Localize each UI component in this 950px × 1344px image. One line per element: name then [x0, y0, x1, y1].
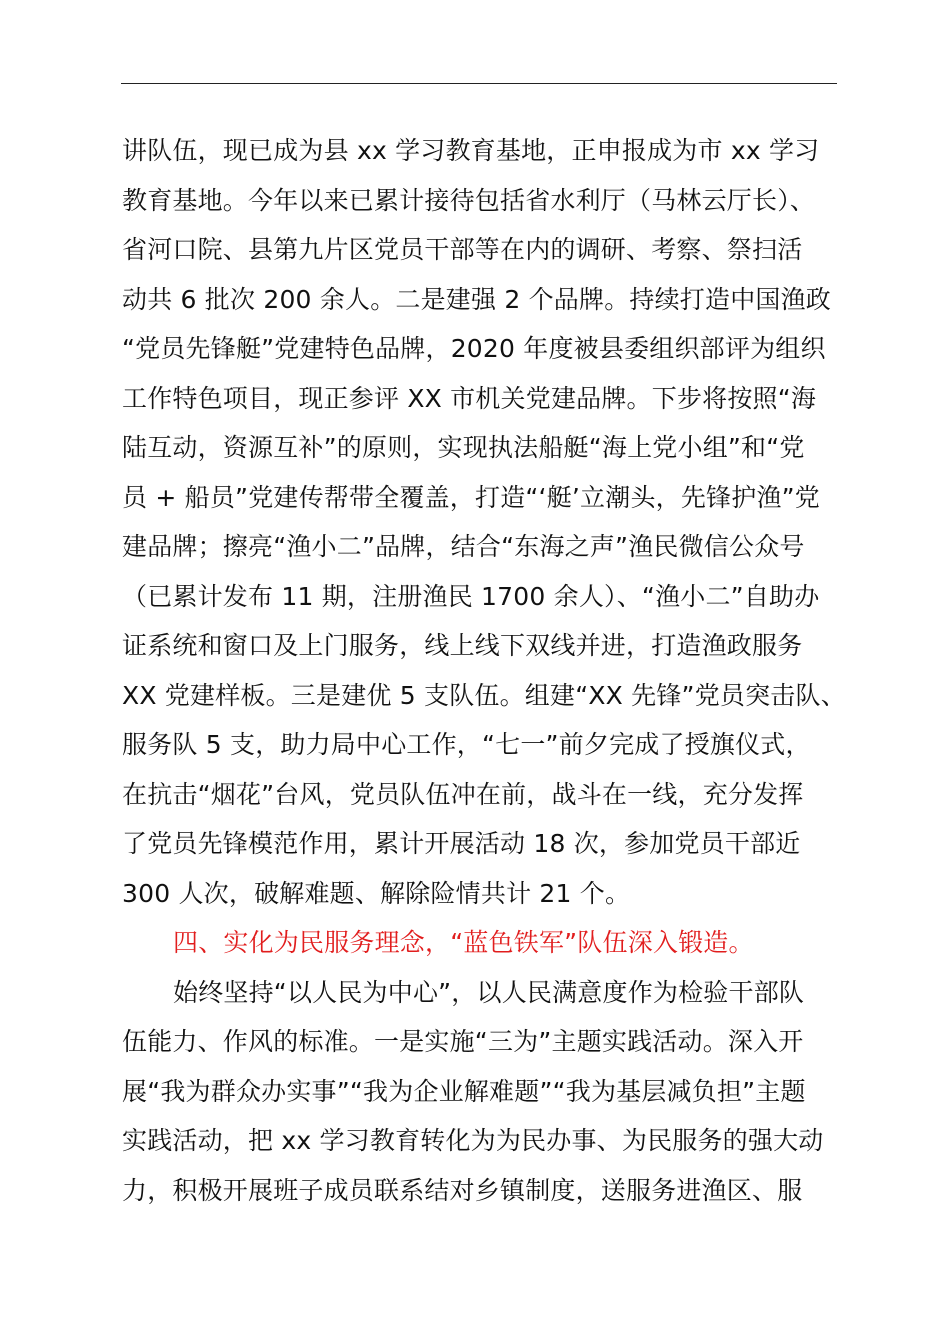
body-line: 建品牌；擦亮“渔小二”品牌，结合“东海之声”渔民微信公众号: [122, 532, 805, 561]
header-rule: [121, 83, 837, 84]
body-line: 员 + 船员”党建传帮带全覆盖，打造“‘艇’立潮头，先锋护渔”党: [122, 482, 820, 512]
body-line: 讲队伍，现已成为县 xx 学习教育基地，正申报成为市 xx 学习: [122, 136, 820, 165]
body-line: “党员先锋艇”党建特色品牌，2020 年度被县委组织部评为组织: [122, 334, 826, 363]
body-line: 伍能力、作风的标准。一是实施“三为”主题实践活动。深入开: [122, 1027, 804, 1056]
body-line: 展“我为群众办实事”“我为企业解难题”“我为基层减负担”主题: [122, 1076, 806, 1106]
section-heading: 四、实化为民服务理念，“蓝色铁军”队伍深入锻造。: [173, 928, 754, 957]
body-line: 力，积极开展班子成员联系结对乡镇制度，送服务进渔区、服: [122, 1175, 803, 1205]
body-line: 省河口院、县第九片区党员干部等在内的调研、考察、祭扫活: [122, 235, 803, 264]
body-line: 300 人次，破解难题、解除险情共计 21 个。: [122, 878, 631, 908]
body-line: XX 党建样板。三是建优 5 支队伍。组建“XX 先锋”党员突击队、: [122, 680, 846, 710]
body-line: 了党员先锋模范作用，累计开展活动 18 次，参加党员干部近: [122, 829, 801, 858]
body-line: 工作特色项目，现正参评 XX 市机关党建品牌。下步将按照“海: [122, 383, 817, 413]
body-line: （已累计发布 11 期，注册渔民 1700 余人）、“渔小二”自助办: [122, 581, 820, 611]
body-line: 动共 6 批次 200 余人。二是建强 2 个品牌。持续打造中国渔政: [122, 284, 832, 314]
body-line: 始终坚持“以人民为中心”，以人民满意度作为检验干部队: [173, 977, 805, 1007]
body-line: 服务队 5 支，助力局中心工作，“七一”前夕完成了授旗仪式，: [122, 730, 811, 759]
body-line: 陆互动，资源互补”的原则，实现执法船艇“海上党小组”和“党: [122, 433, 805, 462]
body-line: 证系统和窗口及上门服务，线上线下双线并进，打造渔政服务: [122, 631, 803, 660]
body-line: 实践活动，把 xx 学习教育转化为为民办事、为民服务的强大动: [122, 1126, 824, 1155]
body-line: 教育基地。今年以来已累计接待包括省水利厅（马林云厅长）、: [122, 185, 816, 215]
document-body: [122, 126, 846, 1215]
body-line: 在抗击“烟花”台风，党员队伍冲在前，战斗在一线，充分发挥: [122, 779, 804, 809]
